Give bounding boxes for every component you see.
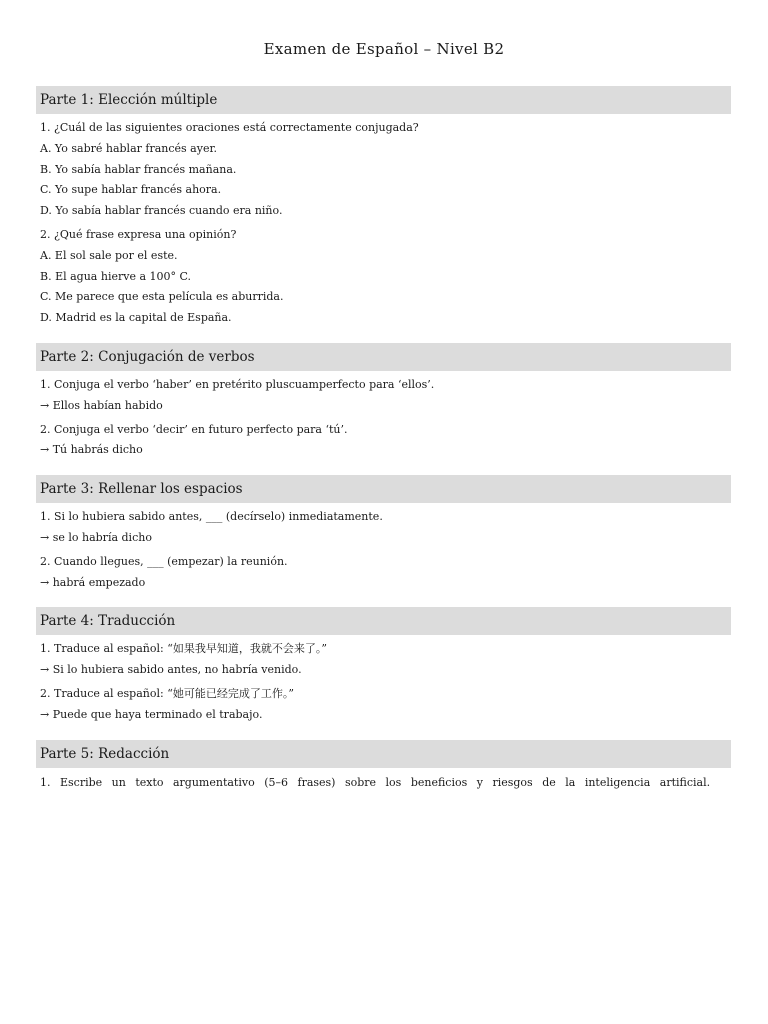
question-block	[40, 639, 727, 681]
question-block	[40, 225, 727, 329]
option-c: C. Me parece que esta película es aburrida.	[40, 290, 284, 304]
section-part-1	[36, 86, 731, 329]
page-title: Examen de Español – Nivel B2	[263, 40, 505, 58]
option-b: B. El agua hierve a 100° C.	[40, 269, 192, 283]
question-text: 2. Cuando llegues, ___ (empezar) la reunión.	[40, 554, 288, 568]
question-text: 1. Conjuga el verbo ‘haber’ en pretérito pluscuamperfecto para ‘ellos’.	[40, 377, 435, 391]
answer-text: → Puede que haya terminado el trabajo.	[40, 707, 263, 721]
option-a: A. El sol sale por el este.	[40, 248, 178, 262]
section-body	[36, 114, 731, 329]
option-a: A. Yo sabré hablar francés ayer.	[40, 141, 217, 155]
section-body	[36, 503, 731, 593]
question-text: 2. ¿Qué frase expresa una opinión?	[40, 227, 237, 241]
question-block	[40, 375, 727, 417]
option-d: D. Yo sabía hablar francés cuando era niño.	[40, 204, 283, 218]
answer-text: → Ellos habían habido	[40, 398, 163, 412]
section-part-5	[36, 740, 731, 793]
question-text: 1. ¿Cuál de las siguientes oraciones está correctamente conjugada?	[40, 121, 419, 134]
question-block	[40, 118, 727, 222]
option-b: B. Yo sabía hablar francés mañana.	[40, 162, 237, 176]
question-block	[40, 507, 727, 549]
question-block	[40, 684, 727, 726]
question-text: 1. Traduce al español: “如果我早知道，我就不会来了。”	[40, 642, 327, 656]
exam-sections	[36, 86, 731, 807]
section-heading: Parte 3: Rellenar los espacios	[36, 475, 731, 503]
question-text: 2. Conjuga el verbo ‘decir’ en futuro perfecto para ‘tú’.	[40, 422, 348, 436]
section-body	[36, 371, 731, 461]
answer-text: → se lo habría dicho	[40, 530, 152, 544]
answer-text: → Si lo hubiera sabido antes, no habría venido.	[40, 663, 302, 677]
section-body	[36, 768, 731, 793]
section-part-2	[36, 343, 731, 461]
essay-prompt: 1. Escribe un texto argumentativo (5–6 frases) sobre los beneficios y riesgos de la inteligencia artificial.	[40, 775, 711, 789]
question-text: 1. Si lo hubiera sabido antes, ___ (decírselo) inmediatamente.	[40, 510, 383, 524]
section-heading: Parte 5: Redacción	[36, 740, 731, 768]
option-c: C. Yo supe hablar francés ahora.	[40, 183, 222, 197]
answer-text: → Tú habrás dicho	[40, 443, 143, 457]
question-block	[40, 552, 727, 594]
question-text: 2. Traduce al español: “她可能已经完成了工作。”	[40, 686, 294, 700]
question-block	[40, 420, 727, 462]
answer-text: → habrá empezado	[40, 575, 146, 589]
section-part-3	[36, 475, 731, 593]
section-heading: Parte 4: Traducción	[36, 607, 731, 635]
section-heading: Parte 1: Elección múltiple	[36, 86, 731, 114]
section-part-4	[36, 607, 731, 725]
section-heading: Parte 2: Conjugación de verbos	[36, 343, 731, 371]
option-d: D. Madrid es la capital de España.	[40, 311, 232, 325]
section-body	[36, 635, 731, 725]
